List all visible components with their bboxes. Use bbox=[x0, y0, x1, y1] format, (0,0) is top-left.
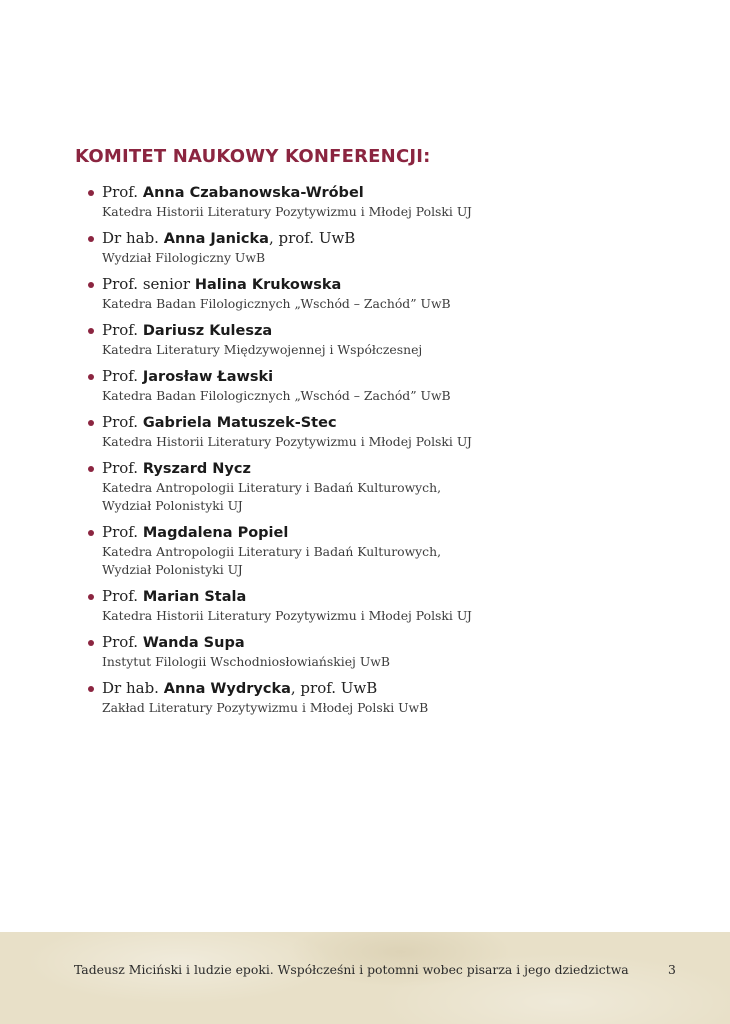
member-name: Anna Wydrycka bbox=[163, 681, 291, 697]
bullet-icon bbox=[88, 374, 94, 380]
member-academic-title: Prof. bbox=[102, 183, 139, 201]
committee-member bbox=[88, 413, 688, 451]
committee-member-list bbox=[88, 183, 688, 725]
member-academic-title: Prof. bbox=[102, 633, 139, 651]
member-name: Anna Janicka bbox=[163, 231, 269, 247]
member-name: Ryszard Nycz bbox=[142, 461, 251, 477]
member-title-suffix: , prof. UwB bbox=[290, 679, 378, 697]
member-affiliation: Katedra Literatury Międzywojennej i Współczesnej bbox=[102, 342, 423, 357]
member-title-suffix: , prof. UwB bbox=[268, 229, 356, 247]
member-affiliation: Wydział Filologiczny UwB bbox=[102, 250, 266, 265]
bullet-icon bbox=[88, 282, 94, 288]
member-academic-title: Prof. bbox=[102, 413, 139, 431]
bullet-icon bbox=[88, 640, 94, 646]
member-name: Magdalena Popiel bbox=[142, 525, 289, 541]
member-name: Anna Czabanowska-Wróbel bbox=[142, 185, 364, 201]
member-academic-title: Prof. bbox=[102, 321, 139, 339]
member-affiliation: Wydział Polonistyki UJ bbox=[102, 498, 243, 513]
member-academic-title: Prof. senior bbox=[102, 275, 191, 293]
committee-member bbox=[88, 523, 688, 579]
member-name-line bbox=[102, 275, 688, 295]
bullet-icon bbox=[88, 420, 94, 426]
member-affiliation: Katedra Historii Literatury Pozytywizmu i Młodej Polski UJ bbox=[102, 608, 472, 623]
member-name: Dariusz Kulesza bbox=[142, 323, 273, 339]
member-name-line bbox=[102, 633, 688, 653]
member-affiliation: Katedra Badan Filologicznych „Wschód – Zachód” UwB bbox=[102, 388, 451, 403]
committee-member bbox=[88, 459, 688, 515]
member-name-line bbox=[102, 229, 688, 249]
bullet-icon bbox=[88, 530, 94, 536]
member-affiliation: Zakład Literatury Pozytywizmu i Młodej Polski UwB bbox=[102, 700, 429, 715]
member-affiliation: Wydział Polonistyki UJ bbox=[102, 562, 243, 577]
member-name: Halina Krukowska bbox=[194, 277, 342, 293]
bullet-icon bbox=[88, 236, 94, 242]
bullet-icon bbox=[88, 328, 94, 334]
member-affiliation: Katedra Badan Filologicznych „Wschód – Zachód” UwB bbox=[102, 296, 451, 311]
member-affiliation: Katedra Antropologii Literatury i Badań Kulturowych, bbox=[102, 480, 442, 495]
committee-member bbox=[88, 229, 688, 267]
committee-member bbox=[88, 367, 688, 405]
member-affiliation: Katedra Antropologii Literatury i Badań Kulturowych, bbox=[102, 544, 442, 559]
member-name: Gabriela Matuszek-Stec bbox=[142, 415, 337, 431]
committee-member bbox=[88, 183, 688, 221]
member-name-line bbox=[102, 321, 688, 341]
member-academic-title: Prof. bbox=[102, 459, 139, 477]
bullet-icon bbox=[88, 686, 94, 692]
member-academic-title: Dr hab. bbox=[102, 679, 159, 697]
member-affiliation: Katedra Historii Literatury Pozytywizmu i Młodej Polski UJ bbox=[102, 434, 472, 449]
bullet-icon bbox=[88, 594, 94, 600]
member-academic-title: Prof. bbox=[102, 367, 139, 385]
committee-member bbox=[88, 633, 688, 671]
committee-member bbox=[88, 275, 688, 313]
committee-member bbox=[88, 679, 688, 717]
member-name-line bbox=[102, 523, 688, 543]
bullet-icon bbox=[88, 190, 94, 196]
bullet-icon bbox=[88, 466, 94, 472]
member-name-line bbox=[102, 459, 688, 479]
member-name: Wanda Supa bbox=[142, 635, 245, 651]
member-name: Jarosław Ławski bbox=[142, 369, 274, 385]
member-name-line bbox=[102, 679, 688, 699]
committee-member bbox=[88, 587, 688, 625]
member-affiliation: Instytut Filologii Wschodniosłowiańskiej UwB bbox=[102, 654, 390, 669]
committee-member bbox=[88, 321, 688, 359]
member-name-line bbox=[102, 587, 688, 607]
member-name-line bbox=[102, 413, 688, 433]
page-number: 3 bbox=[668, 962, 676, 977]
footer-band bbox=[0, 932, 730, 1024]
member-academic-title: Prof. bbox=[102, 587, 139, 605]
member-academic-title: Prof. bbox=[102, 523, 139, 541]
member-name-line bbox=[102, 183, 688, 203]
footer-title: Tadeusz Miciński i ludzie epoki. Współcześni i potomni wobec pisarza i jego dziedzictwa bbox=[74, 962, 629, 977]
member-name-line bbox=[102, 367, 688, 387]
member-name: Marian Stala bbox=[142, 589, 247, 605]
committee-heading: KOMITET NAUKOWY KONFERENCJI: bbox=[75, 146, 431, 167]
member-affiliation: Katedra Historii Literatury Pozytywizmu i Młodej Polski UJ bbox=[102, 204, 472, 219]
member-academic-title: Dr hab. bbox=[102, 229, 159, 247]
